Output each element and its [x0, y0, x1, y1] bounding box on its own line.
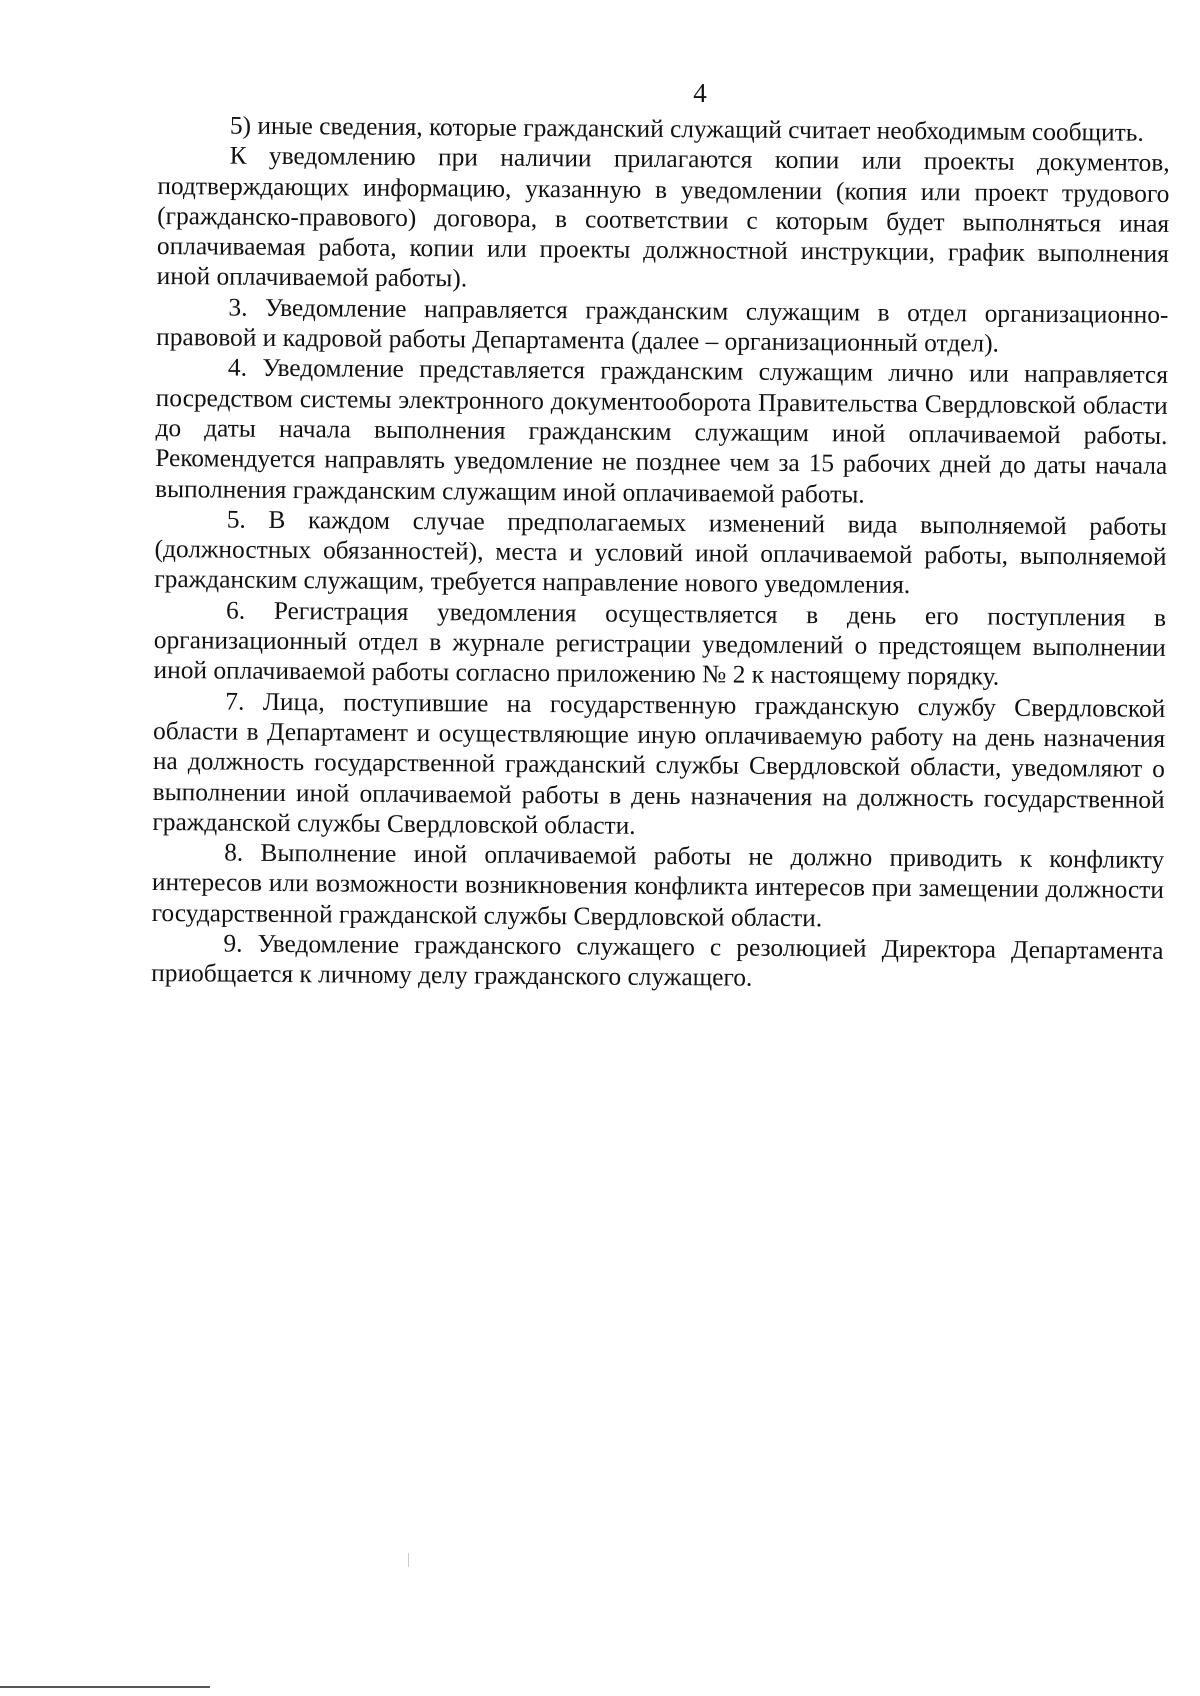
paragraph-6: 6. Регистрация уведомления осуществляется в день его поступления в организационный отдел в журнале регистрации уведомлений о предстоящем выполнении иной оплачиваемой работы согласно приложению № 2 к настоящему порядку.	[153, 596, 1167, 691]
paragraph-item-5: 5) иные сведения, которые гражданский служащий считает необходимым сообщить.	[229, 111, 1144, 147]
paragraph-7: 7. Лица, поступившие на государственную гражданскую службу Свердловской области в Департамент и осуществляющие иную оплачиваемую работу на день назначения на должность государственной гражданский службы Свердловской области, уведомляют о выполнении иной оплачиваемой работы в день назначения на должность государственной гражданской службы Свердловской области.	[152, 687, 1166, 840]
scan-artifact	[408, 1553, 409, 1567]
paragraph-9: 9. Уведомление гражданского служащего с резолюцией Директора Департамента приобщается к личному делу гражданского служащего.	[151, 929, 1164, 993]
paragraph-3: 3. Уведомление направляется гражданским служащим в отдел организационно-правовой и кадровой работы Департамента (далее – организационный отдел).	[156, 293, 1169, 358]
footer-rule	[0, 1686, 210, 1688]
document-body	[151, 110, 1170, 997]
paragraph-attachments: К уведомлению при наличии прилагаются копии или проекты документов, подтверждающих информацию, указанную в уведомлении (копия или проект трудового (гражданско-правового) договора, в соответствии с которым будет выполняться иная оплачиваемая работа, копии или проекты должностной инструкции, график выполнения иной оплачиваемой работы).	[156, 141, 1170, 293]
paragraph-4: 4. Уведомление представляется гражданским служащим лично или направляется посредством системы электронного документооборота Правительства Свердловской области до даты начала выполнения гражданским служащим иной оплачиваемой работы. Рекомендуется направлять уведомление не позднее чем за 15 рабочих дней до даты начала выполнения гражданским служащим иной оплачиваемой работы.	[154, 353, 1169, 509]
paragraph-5: 5. В каждом случае предполагаемых изменений вида выполняемой работы (должностных обязанностей), места и условий иной оплачиваемой работы, выполняемой гражданским служащим, требуется направление нового уведомления.	[154, 505, 1167, 600]
paragraph-8: 8. Выполнение иной оплачиваемой работы не должно приводить к конфликту интересов или возможности возникновения конфликта интересов при замещении должности государственной гражданской службы Свердловской области.	[151, 838, 1165, 932]
page-number: 4	[693, 78, 707, 108]
